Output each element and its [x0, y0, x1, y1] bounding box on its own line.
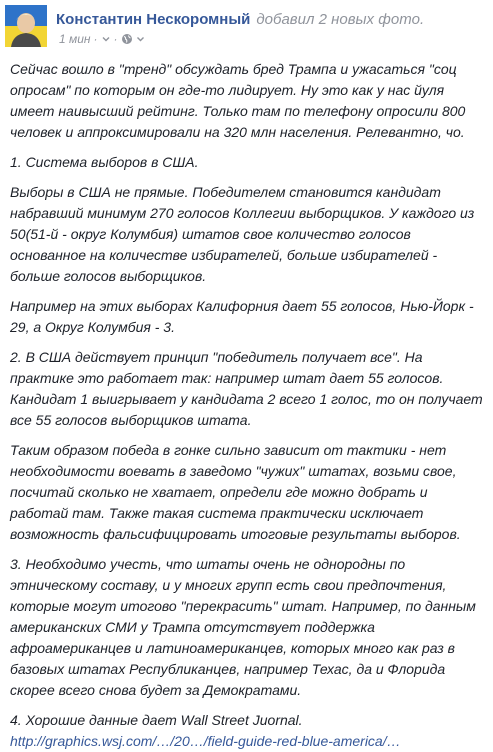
post-paragraph: 3. Необходимо учесть, что штаты очень не однородны по этническому составу, и у многих групп есть свои предпочтения, которые могут итогово "перекрасить" штат. Например, по данным американских СМИ у Трампа отсутствует поддержка афроамериканцев и латиноамериканцев, которых много как раз в базовых штатах Республиканцев, например Техас, да и Флорида скорее всего снова будет за Демократами.: [10, 556, 476, 698]
post-header: [0, 0, 493, 56]
post-paragraph: Сейчас вошло в "тренд" обсуждать бред Трампа и ужасаться "соц опросам" по которым он где-то лидирует. Ну это как у нас йуля имеет наивысший рейтинг. Только там по телефону опросили 800 человек и аппроксимировали на 320 млн населения. Релевантно, чо.: [10, 61, 466, 140]
post-paragraph: Таким образом победа в гонке сильно зависит от тактики - нет необходимости воевать в заведомо "чужих" штатах, возьми свое, посчитай сколько не хватает, определи где можно добрать и работай там. Также такая система практически исключает возможность фальсифицировать итоговые результаты выборов.: [10, 442, 461, 542]
post-action-text: добавил 2 новых фото.: [256, 11, 425, 28]
post-author-line: [56, 11, 424, 28]
post-paragraph: 2. В США действует принцип "победитель получает все". На практике это работает так: например штат дает 55 голосов. Кандидат 1 выигрывает у кандидата 2 всего 1 голос, то он получает все 55 голосов выборщиков штата.: [10, 349, 483, 428]
author-name-link[interactable]: Константин Нескоромный: [56, 11, 251, 28]
post-body: [10, 59, 486, 752]
post-paragraph: 1. Система выборов в США.: [10, 154, 199, 170]
chevron-down-icon[interactable]: [136, 34, 145, 44]
post-paragraph: Выборы в США не прямые. Победителем становится кандидат набравший минимум 270 голосов Коллегии выборщиков. У каждого из 50(51-й - округ Колумбия) штатов свое количество голосов основанное на количестве избирателей, больше избирателей - больше голосов выборщиков.: [10, 184, 475, 284]
globe-icon[interactable]: [121, 33, 133, 45]
post-timestamp[interactable]: 1 мин: [59, 32, 91, 46]
post-meta: [59, 32, 145, 46]
author-avatar[interactable]: [5, 5, 47, 47]
chevron-down-icon[interactable]: [101, 34, 111, 44]
post-paragraph-text: 4. Хорошие данные дает Wall Street Juornal.: [10, 712, 303, 728]
wsj-link[interactable]: http://graphics.wsj.com/…/20…/field-guide-red-blue-america/…: [10, 733, 401, 749]
meta-separator: ·: [93, 32, 98, 46]
post-paragraph: Например на этих выборах Калифорния дает 55 голосов, Нью-Йорк - 29, а Округ Колумбия - 3.: [10, 298, 474, 335]
post-paragraph-last: [10, 710, 486, 752]
meta-separator-2: ·: [113, 32, 118, 46]
